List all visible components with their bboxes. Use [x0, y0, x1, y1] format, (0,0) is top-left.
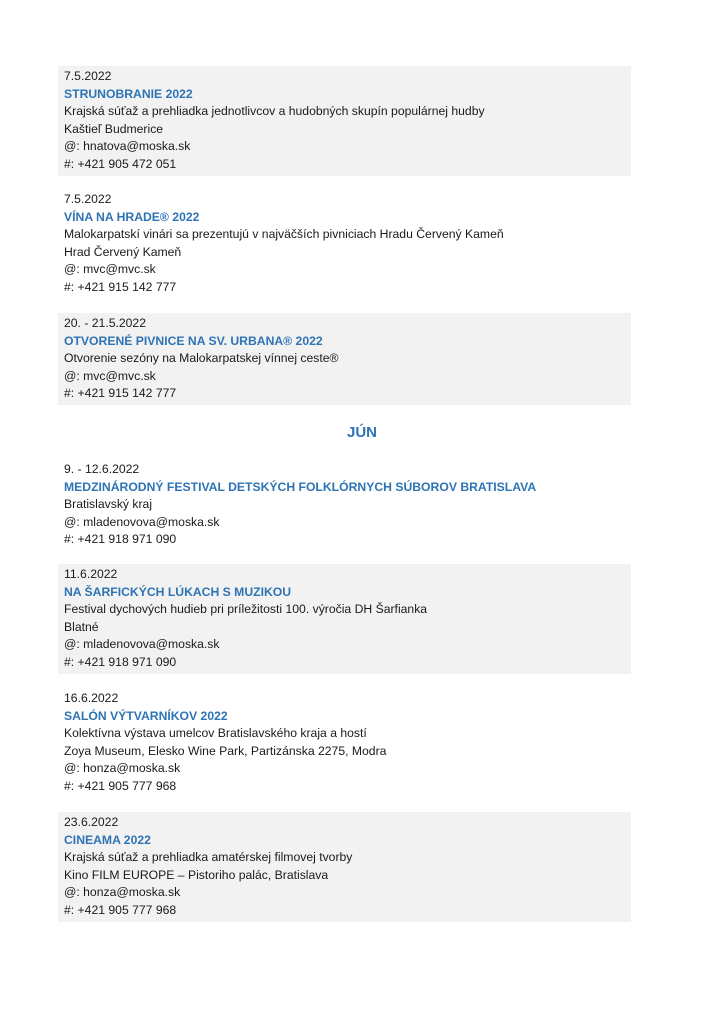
event-date: 9. - 12.6.2022 [64, 462, 140, 476]
event-phone: #: +421 915 142 777 [64, 386, 177, 401]
event-phone: #: +421 915 142 777 [64, 279, 177, 294]
event-date: 20. - 21.5.2022 [64, 316, 146, 330]
event-title: VÍNA NA HRADE® 2022 [64, 209, 200, 224]
event-title: OTVORENÉ PIVNICE NA SV. URBANA® 2022 [64, 333, 323, 348]
event-email: @: honza@moska.sk [64, 885, 181, 900]
event-email: @: mladenovova@moska.sk [64, 637, 220, 652]
event-block [58, 66, 631, 176]
event-venue: Kaštieľ Budmerice [64, 121, 164, 136]
event-phone: #: +421 905 472 051 [64, 156, 177, 171]
event-email: @: mladenovova@moska.sk [64, 514, 220, 529]
event-venue: Hrad Červený Kameň [64, 244, 182, 259]
event-venue: Zoya Museum, Elesko Wine Park, Partizánska 2275, Modra [64, 743, 387, 758]
event-block [58, 812, 631, 922]
event-block [58, 564, 631, 674]
event-date: 23.6.2022 [64, 815, 119, 829]
event-block [58, 313, 631, 405]
event-description: Krajská súťaž a prehliadka jednotlivcov a hudobných skupín populárnej hudby [64, 104, 485, 119]
event-email: @: mvc@mvc.sk [64, 368, 156, 383]
event-description: Festival dychových hudieb pri príležitosti 100. výročia DH Šarfianka [64, 602, 428, 617]
event-venue: Bratislavský kraj [64, 497, 153, 512]
event-date: 16.6.2022 [64, 691, 119, 705]
month-heading: JÚN [346, 424, 377, 441]
event-email: @: hnatova@moska.sk [64, 139, 191, 154]
event-description: Otvorenie sezóny na Malokarpatskej vínnej ceste® [64, 351, 339, 366]
event-description: Krajská súťaž a prehliadka amatérskej filmovej tvorby [64, 850, 353, 865]
event-phone: #: +421 918 971 090 [64, 532, 177, 547]
event-date: 7.5.2022 [64, 69, 112, 83]
event-venue: Kino FILM EUROPE – Pistoriho palác, Bratislava [64, 867, 329, 882]
event-block [58, 459, 631, 551]
event-description: Malokarpatskí vinári sa prezentujú v najväčších pivniciach Hradu Červený Kameň [64, 227, 504, 242]
event-email: @: honza@moska.sk [64, 761, 181, 776]
event-title: MEDZINÁRODNÝ FESTIVAL DETSKÝCH FOLKLÓRNYCH SÚBOROV BRATISLAVA [64, 479, 537, 494]
event-title: SALÓN VÝTVARNÍKOV 2022 [64, 708, 228, 723]
event-phone: #: +421 905 777 968 [64, 902, 177, 917]
event-block [58, 189, 631, 299]
event-phone: #: +421 918 971 090 [64, 654, 177, 669]
event-venue: Blatné [64, 619, 99, 634]
event-email: @: mvc@mvc.sk [64, 262, 156, 277]
event-phone: #: +421 905 777 968 [64, 778, 177, 793]
event-title: NA ŠARFICKÝCH LÚKACH S MUZIKOU [64, 584, 292, 599]
event-title: STRUNOBRANIE 2022 [64, 86, 193, 101]
event-date: 7.5.2022 [64, 192, 112, 206]
event-title: CINEAMA 2022 [64, 832, 151, 847]
event-block [58, 688, 631, 798]
event-description: Kolektívna výstava umelcov Bratislavského kraja a hostí [64, 726, 367, 741]
event-date: 11.6.2022 [64, 567, 118, 581]
